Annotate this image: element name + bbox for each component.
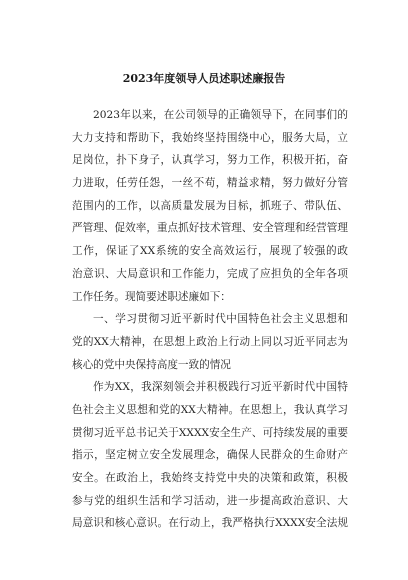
section-heading-line: 核心的党中央保持高度一致的情况 — [72, 358, 231, 371]
section-heading-line: 一、学习贯彻习近平新时代中国特色社会主义思想和 — [93, 313, 348, 326]
paragraph-line: 治意识、大局意识和工作能力，完成了应担负的全年各项 — [72, 267, 348, 280]
paragraph-line: 大力支持和帮助下，我始终坚持围绕中心，服务大局，立 — [72, 131, 348, 144]
document-body — [72, 104, 348, 535]
paragraph-line: 贯彻习近平总书记关于XXXX安全生产、可持续发展的重要 — [72, 426, 348, 439]
paragraph-line: 2023年以来，在公司领导的正确领导下，在同事们的 — [93, 109, 348, 121]
paragraph-line: 工作，保证了XX系统的安全高效运行，展现了较强的政 — [72, 245, 348, 258]
paragraph-line: 色社会主义思想和党的XX大精神。在思想上，我认真学习 — [72, 403, 348, 416]
section-heading-line: 党的XX大精神，在思想上政治上行动上同以习近平同志为 — [72, 335, 348, 348]
paragraph-line: 力进取，任劳任怨，一丝不苟，精益求精，努力做好分管 — [72, 177, 348, 190]
paragraph-line: 参与党的组织生活和学习活动，进一步提高政治意识、大 — [72, 494, 348, 507]
document-title: 2023年度领导人员述职述廉报告 — [122, 72, 286, 85]
paragraph-line: 安全。在政治上，我始终支持党中央的决策和政策，积极 — [72, 472, 348, 484]
paragraph-line: 严管理、促效率，重点抓好技术管理、安全管理和经营管理 — [72, 222, 348, 235]
paragraph-line: 足岗位，扑下身子，认真学习，努力工作，积极开拓，奋 — [72, 154, 348, 167]
paragraph-line: 指示，坚定树立安全发展理念，确保人民群众的生命财产 — [72, 449, 348, 462]
paragraph-line: 范围内的工作，以高质量发展为目标，抓班子、带队伍、 — [72, 199, 348, 212]
paragraph-line: 局意识和核心意识。在行动上，我严格执行XXXX安全法规 — [72, 517, 348, 530]
paragraph-line: 工作任务。现简要述职述廉如下： — [72, 290, 231, 303]
paragraph-line: 作为XX，我深刻领会并积极践行习近平新时代中国特 — [93, 381, 348, 394]
